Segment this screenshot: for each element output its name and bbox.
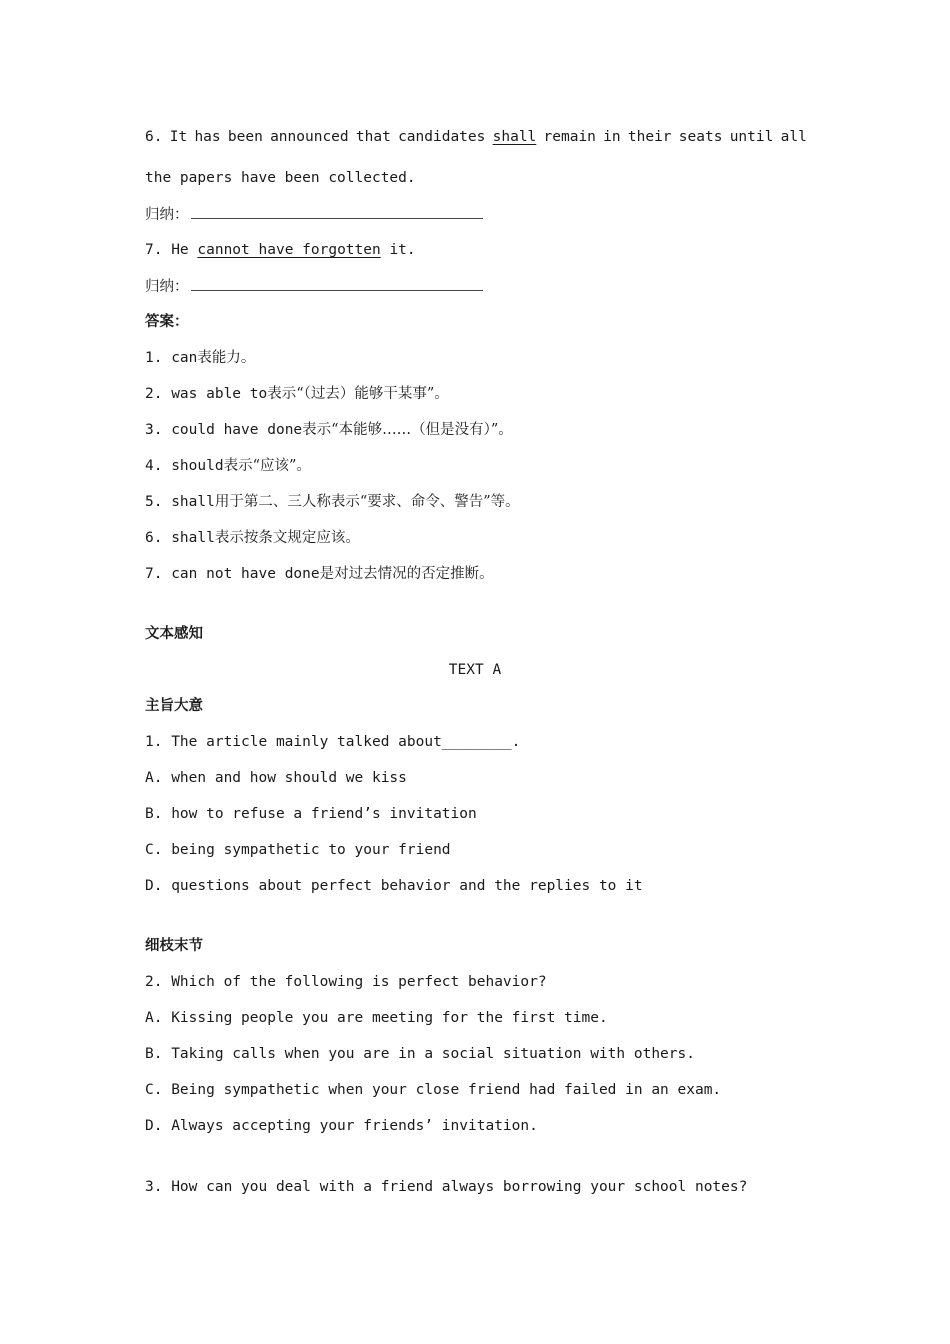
q6-word: until [729, 129, 774, 145]
answer-english: can not have done [171, 566, 320, 582]
answer-english: could have done [171, 422, 303, 438]
question-1: 1. The article mainly talked about________. [145, 734, 521, 750]
answer-item [145, 564, 494, 584]
answer-number: 6. [145, 530, 172, 546]
answer-number: 5. [145, 494, 172, 510]
answer-english: should [171, 458, 224, 474]
answer-item [145, 384, 449, 404]
answer-chinese: 表能力。 [197, 350, 256, 366]
question-7 [145, 240, 416, 260]
question-6-line-1 [145, 127, 807, 147]
answer-english: was able to [171, 386, 268, 402]
q6-word: announced [270, 129, 349, 145]
answer-number: 2. [145, 386, 172, 402]
q6-word: seats [678, 129, 723, 145]
answer-chinese: 表示“应该”。 [223, 458, 311, 474]
option-b: B. how to refuse a friend’s invitation [145, 806, 477, 822]
answer-chinese: 是对过去情况的否定推断。 [319, 566, 494, 582]
answer-item [145, 492, 520, 512]
answer-english: shall [171, 494, 215, 510]
answer-english: can [171, 350, 198, 366]
q6-word: remain [543, 129, 596, 145]
q7-post: it. [380, 242, 416, 258]
answer-number: 7. [145, 566, 172, 582]
answer-chinese: 表示“本能够……（但是没有）”。 [302, 422, 513, 438]
section-heading-text-perception: 文本感知 [145, 626, 203, 642]
q7-pre: 7. He [145, 242, 198, 258]
answer-number: 4. [145, 458, 172, 474]
q6-word: in [603, 129, 621, 145]
answer-item [145, 528, 360, 548]
q6-word: their [627, 129, 672, 145]
q6-word: It [169, 129, 188, 145]
option-c: C. being sympathetic to your friend [145, 842, 451, 858]
option-d: D. questions about perfect behavior and the replies to it [145, 878, 643, 894]
q6-underlined-word: shall [492, 129, 537, 145]
answers-heading: 答案： [145, 314, 189, 330]
answer-chinese: 表示按条文规定应该。 [214, 530, 360, 546]
text-a-title: TEXT A [448, 662, 502, 678]
main-idea-heading: 主旨大意 [145, 698, 203, 714]
summary-label: 归纳： [145, 279, 189, 295]
option-d: D. Always accepting your friends’ invitation. [145, 1118, 538, 1134]
q7-underlined: cannot have forgotten [197, 242, 381, 258]
answer-chinese: 表示“（过去）能够干某事”。 [267, 386, 449, 402]
q6-word: been [227, 129, 263, 145]
option-b: B. Taking calls when you are in a social situation with others. [145, 1046, 695, 1062]
q6-word: all [780, 129, 807, 145]
summary-label: 归纳： [145, 207, 189, 223]
q6-word: that [355, 129, 391, 145]
question-2: 2. Which of the following is perfect behavior? [145, 974, 547, 990]
summary-line-6 [145, 204, 483, 225]
details-heading: 细枝末节 [145, 938, 203, 954]
answer-item [145, 348, 255, 368]
question-3: 3. How can you deal with a friend always borrowing your school notes? [145, 1179, 748, 1195]
q6-word: 6. [145, 129, 163, 145]
question-6-line-2: the papers have been collected. [145, 170, 416, 186]
q6-word: has [194, 129, 221, 145]
summary-line-7 [145, 276, 483, 297]
answer-english: shall [171, 530, 215, 546]
answer-chinese: 用于第二、三人称表示“要求、命令、警告”等。 [214, 494, 520, 510]
answer-item [145, 456, 311, 476]
answer-number: 3. [145, 422, 172, 438]
option-a: A. Kissing people you are meeting for the first time. [145, 1010, 608, 1026]
q6-word: candidates [398, 129, 486, 145]
answer-blank [191, 276, 483, 291]
answer-blank [191, 204, 483, 219]
option-c: C. Being sympathetic when your close friend had failed in an exam. [145, 1082, 722, 1098]
option-a: A. when and how should we kiss [145, 770, 407, 786]
answer-number: 1. [145, 350, 172, 366]
answer-item [145, 420, 513, 440]
